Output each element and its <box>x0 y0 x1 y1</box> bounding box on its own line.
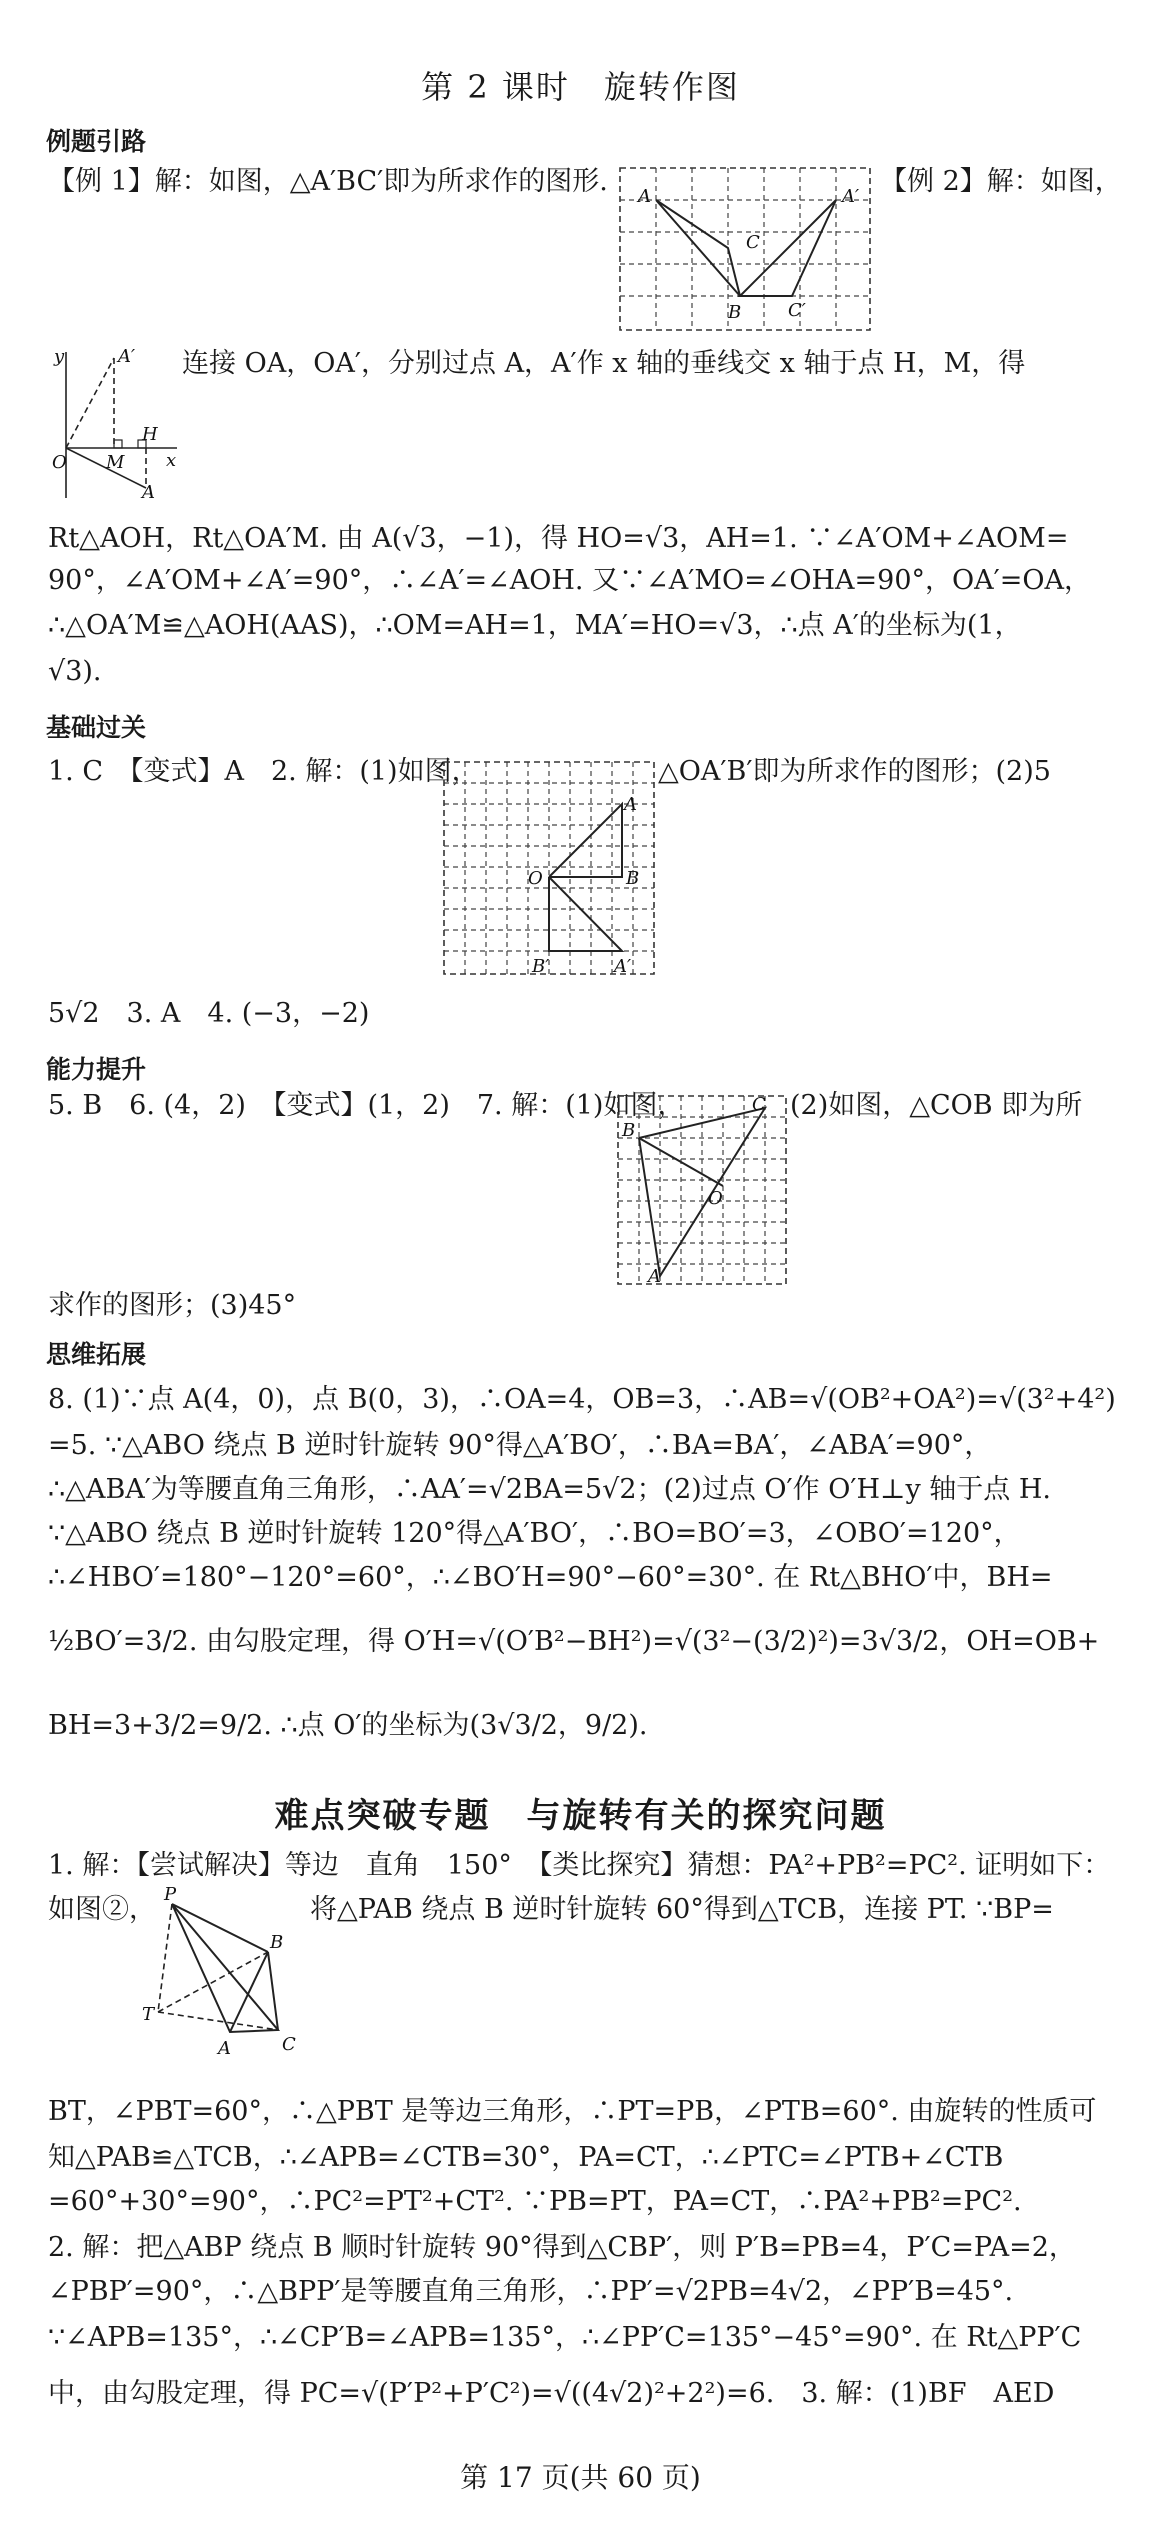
point-label: B <box>622 1120 636 1141</box>
section-heading-examples: 例题引路 <box>46 127 147 156</box>
section-heading-advanced: 能力提升 <box>46 1055 147 1084</box>
axis-label: x <box>166 450 177 471</box>
text-line: 【例 2】解：如图， <box>880 166 1122 197</box>
point-label: M <box>106 452 125 473</box>
point-label: B <box>626 868 640 889</box>
text-line: 90°，∠A′OM+∠A′=90°，∴∠A′=∠AOH. 又∵∠A′MO=∠OHA=90°，OA′=OA， <box>48 565 1092 596</box>
point-label: C <box>282 2034 296 2055</box>
text-line: 【例 1】解：如图，△A′BC′即为所求作的图形. <box>48 166 608 197</box>
figure-coordinate-sketch <box>52 346 182 503</box>
text-line: ∠PBP′=90°，∴△BPP′是等腰直角三角形，∴PP′=√2PB=4√2，∠PP′B=45°. <box>48 2276 1014 2307</box>
point-label: A′ <box>118 346 136 367</box>
text-line: 将△PAB 绕点 B 逆时针旋转 60°得到△TCB，连接 PT. ∵BP= <box>310 1894 1054 1925</box>
point-label: H <box>142 424 158 445</box>
special-topic-title: 难点突破专题 与旋转有关的探究问题 <box>274 1796 887 1836</box>
point-label: O <box>52 452 67 473</box>
section-heading-basic: 基础过关 <box>46 713 147 742</box>
page-title: 第 2 课时 旋转作图 <box>421 68 740 106</box>
point-label: A <box>624 794 637 815</box>
point-label: A <box>638 186 651 207</box>
figure-basic-2 <box>444 762 654 977</box>
point-label: A′ <box>842 186 860 207</box>
text-line: △OA′B′即为所求作的图形；(2)5 <box>658 756 1051 787</box>
page-footer: 第 17 页(共 60 页) <box>460 2461 701 2494</box>
text-line: 1. C 【变式】A 2. 解：(1)如图， <box>48 756 479 787</box>
text-line: 1. 解：【尝试解决】等边 直角 150° 【类比探究】猜想：PA²+PB²=PC². 证明如下： <box>48 1850 1111 1881</box>
point-label: O <box>708 1188 723 1209</box>
text-line: ∴△ABA′为等腰直角三角形，∴AA′=√2BA=5√2；(2)过点 O′作 O′H⊥y 轴于点 H. <box>48 1474 1051 1505</box>
figure-advanced-7 <box>618 1094 786 1287</box>
text-line: 8. (1)∵点 A(4，0)，点 B(0，3)，∴OA=4，OB=3，∴AB=√(OB²+OA²)=√(3²+4²) <box>48 1384 1116 1415</box>
point-label: C <box>752 1094 766 1115</box>
text-line: ½BO′=3/2. 由勾股定理，得 O′H=√(O′B²−BH²)=√(3²−(3/2)²)=3√3/2，OH=OB+ <box>48 1626 1100 1657</box>
point-label: A′ <box>614 956 632 977</box>
point-label: O <box>528 868 543 889</box>
text-line: =60°+30°=90°，∴PC²=PT²+CT². ∵PB=PT，PA=CT，∴PA²+PB²=PC². <box>48 2186 1022 2217</box>
figure-rotation-example-1 <box>620 168 870 330</box>
text-line: ∴∠HBO′=180°−120°=60°，∴∠BO′H=90°−60°=30°. 在 Rt△BHO′中，BH= <box>48 1562 1053 1593</box>
text-line: Rt△AOH，Rt△OA′M. 由 A(√3，−1)，得 HO=√3，AH=1. ∵∠A′OM+∠AOM= <box>48 523 1069 554</box>
text-line: 2. 解：把△ABP 绕点 B 顺时针旋转 90°得到△CBP′，则 P′B=PB=4，P′C=PA=2， <box>48 2232 1076 2263</box>
text-line: ∵△ABO 绕点 B 逆时针旋转 120°得△A′BO′，∴BO=BO′=3，∠OBO′=120°， <box>48 1518 1021 1549</box>
axis-label: y <box>54 346 65 367</box>
point-label: C′ <box>788 300 806 321</box>
point-label: A <box>142 482 155 503</box>
point-label: P <box>164 1884 177 1905</box>
point-label: T <box>142 2004 155 2025</box>
text-line: BH=3+3/2=9/2. ∴点 O′的坐标为(3√3/2，9/2). <box>48 1710 648 1741</box>
point-label: A <box>218 2038 231 2059</box>
text-line: 5. B 6. (4，2) 【变式】(1，2) 7. 解：(1)如图， <box>48 1090 685 1121</box>
text-line: 如图②， <box>48 1894 156 1925</box>
text-line: =5. ∵△ABO 绕点 B 逆时针旋转 90°得△A′BO′，∴BA=BA′，∠ABA′=90°， <box>48 1430 992 1461</box>
point-label: B <box>728 302 742 323</box>
text-line: 知△PAB≌△TCB，∴∠APB=∠CTB=30°，PA=CT，∴∠PTC=∠PTB+∠CTB <box>48 2142 1004 2173</box>
text-line: ∵∠APB=135°，∴∠CP′B=∠APB=135°，∴∠PP′C=135°−45°=90°. 在 Rt△PP′C <box>48 2322 1082 2353</box>
text-line: 连接 OA，OA′，分别过点 A，A′作 x 轴的垂线交 x 轴于点 H，M，得 <box>182 348 1026 379</box>
text-line: (2)如图，△COB 即为所 <box>790 1090 1083 1121</box>
point-label: B <box>270 1932 284 1953</box>
text-line: BT，∠PBT=60°，∴△PBT 是等边三角形，∴PT=PB，∠PTB=60°. 由旋转的性质可 <box>48 2096 1097 2127</box>
point-label: C <box>746 232 760 253</box>
point-label: B′ <box>532 956 550 977</box>
text-line: 求作的图形；(3)45° <box>48 1290 297 1321</box>
point-label: A <box>648 1266 661 1287</box>
text-line: √3). <box>48 656 102 687</box>
text-line: 中，由勾股定理，得 PC=√(P′P²+P′C²)=√((4√2)²+2²)=6. 3. 解：(1)BF AED <box>48 2378 1055 2409</box>
text-line: ∴△OA′M≌△AOH(AAS)，∴OM=AH=1，MA′=HO=√3，∴点 A′的坐标为(1， <box>48 610 1022 641</box>
text-line: 5√2 3. A 4. (−3，−2) <box>48 998 370 1029</box>
figure-triangle-ptc <box>140 1884 320 2070</box>
section-heading-extension: 思维拓展 <box>46 1340 147 1369</box>
